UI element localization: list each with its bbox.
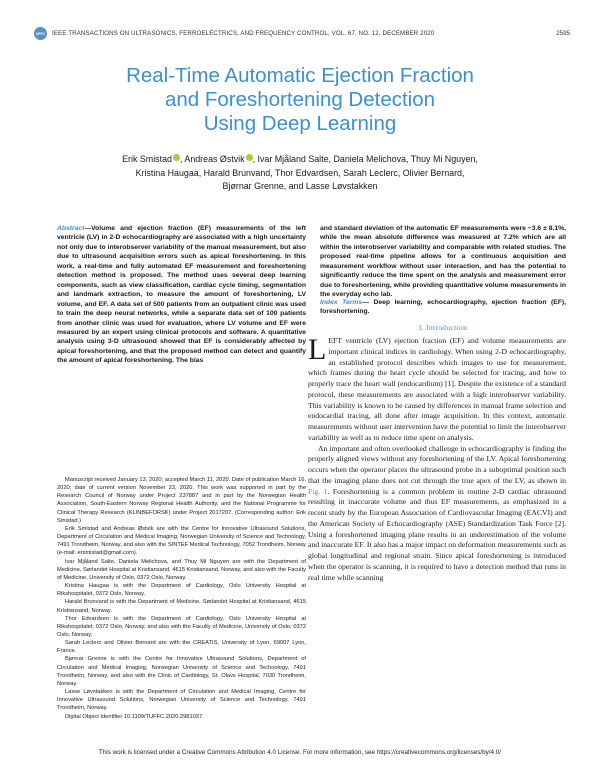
footnote: Sarah Leclerc and Olivier Bernard are with the CREATIS, University of Lyon, 69007 Lyon, France. [57, 640, 306, 655]
footnote: Manuscript received January 13, 2020; accepted March 11, 2020. Date of publication March 16, 2020; date of current version November 23, 2020. This work was supported in part by the Research Council of Norway under Project 237887 and in part by the Norwegian Health Association, South-Eastern Norway Regional Health Authority, and the National Programme for Clinical Therapy Research (KLINBEFORSK) under Project 2017207. (Corresponding author: Erik Smistad.) [57, 477, 306, 524]
abstract [57, 224, 306, 366]
journal-name: IEEE TRANSACTIONS ON ULTRASONICS, FERROELECTRICS, AND FREQUENCY CONTROL, VOL. 67, NO. 12, DECEMBER 2020 [52, 30, 435, 37]
title-line: Real-Time Automatic Ejection Fraction [126, 64, 474, 87]
paragraph: An important and often overlooked challenge in echocardiography is finding the properly aligned views without any foreshortening of the LV. Apical foreshortening occurs when the operator places the ultrasound probe in a suboptimal position such that the imaging plane does not cut through the true apex of the LV, as shown in Fig. 1. Foreshortening is a common problem in routine 2-D cardiac ultrasound resulting in inaccurate volume and thus EF measurements, as emphasized in a recent study by the European Association of Cardiovascular Imaging (EACVI) and the American Society of Echocardiography (ASE) Standardization Task Force [2]. Using a foreshortened imaging plane results in an underestimation of the volume and inaccurate EF. It also has a major impact on deformation measurements such as global longitudinal and regional strain. Since apical foreshortening is introduced when the operator is scanning, it is required to have a detection method that runs in real time while scanning [308, 443, 566, 582]
footnote: Bjørnar Grenne is with the Centre for Innovative Ultrasound Solutions, Department of Circulation and Medical Imaging, Norwegian University of Science and Technology, 7491 Trondheim, Norway, and also with the Clinic of Cardiology, St. Olavs Hospital, 7030 Trondheim, Norway. [57, 656, 306, 687]
paragraph: LEFT ventricle (LV) ejection fraction (EF) and volume measurements are important clinical indices in cardiology. When using 2-D echocardiography, an established protocol describes which images to use for measurement, which frames during the heart cycle should be selected for tracing, and how to properly trace the heart wall (endocardium) [1]. Despite the existence of a standard protocol, these measurements are associated with a high interobserver variability. This variability is known to be caused by differences in manual frame selection and endocardial tracing, all done after image acquisition. In this context, automatic measurements without user intervention have the potential to limit the interobserver variability as well as to reduce time spent on analysis. [308, 333, 566, 442]
footnotes [57, 476, 306, 721]
orcid-icon[interactable] [246, 154, 253, 161]
author-line: Bjørnar Grenne, and Lasse Løvstakken [222, 181, 378, 192]
drop-cap: L [308, 333, 327, 366]
page-number: 2595 [556, 30, 570, 37]
footnote: Kristina Haugaa is with the Department of Cardiology, Oslo University Hospital at Rikshospitalet, 0372 Oslo, Norway. [57, 583, 306, 598]
running-header [34, 27, 570, 41]
author-line: Kristina Haugaa, Harald Brunvand, Thor Edvardsen, Sarah Leclerc, Olivier Bernard, [135, 167, 465, 178]
index-terms-text: — Deep learning, echocardiography, ejection fraction (EF), foreshortening. [320, 299, 566, 316]
footnote: Digital Object Identifier 10.1109/TUFFC.2020.2981037 [65, 713, 203, 720]
journal-logo: UFFC [34, 27, 47, 40]
footnote: Thor Edvardsen is with the Department of Cardiology, Oslo University Hospital at Rikshospitalet, 0372 Oslo, Norway, and also with the Faculty of Medicine, University of Oslo, 0372 Oslo, Norway. [57, 615, 306, 638]
abstract-text: —Volume and ejection fraction (EF) measurements of the left ventricle (LV) in 2-D echocardiography are associated with a high uncertainty not only due to interobserver variability of the manual measurement, but also due to ultrasound acquisition errors such as apical foreshortening. In this work, a real-time and fully automated EF measurement and foreshortening detection method is proposed. The method uses several deep learning components, such as view classification, cardiac cycle timing, segmentation and landmark extraction, to measure the amount of foreshortening, LV volume, and EF. A data set of 500 patients from an outpatient clinic was used to train the deep neural networks, while a separate data set of 100 patients from another clinic was used for evaluation, where LV volume and EF were measured by an expert using clinical protocols and software. A quantitative analysis using 3-D ultrasound showed that EF is considerably affected by apical foreshortening, and that the proposed method can detect and quantify the amount of apical foreshortening. The bias [57, 225, 306, 365]
abstract-continued: and standard deviation of the automatic EF measurements were −3.6 ± 8.1%, while the mean absolute difference was measured at 7.2% which are all within the interobserver variability and comparable with related studies. The proposed real-time pipeline allows for a continuous acquisition and measurement workflow without user interaction, and has the potential to significantly reduce the time spent on the analysis and measurement error due to foreshortening, while providing quantitative volume measurements in the everyday echo lab. [320, 225, 566, 299]
title-line: Using Deep Learning [203, 112, 397, 135]
footnote: Ivar Mjåland Salte, Daniela Melichova, and Thuy Mi Nguyen are with the Department of Medicine, Sørlandet Hospital at Kristiansand, 4615 Kristiansand, Norway, and also with the Faculty of Medicine, University of Oslo, 0372 Oslo, Norway. [57, 558, 306, 581]
author-list [60, 153, 540, 194]
footnote: Harald Brunvand is with the Department of Medicine, Sørlandet Hospital at Kristiansand, 4615 Kristiansand, Norway. [57, 599, 306, 614]
title-line: and Foreshortening Detection [164, 88, 436, 111]
section-heading: I. Introduction [418, 323, 468, 332]
footnote: Lasse Løvstakken is with the Department of Circulation and Medical Imaging, Centre for Innovative Ultrasound Solutions, Norwegian University of Science and Technology, 7491 Trondheim, Norway. [57, 689, 306, 712]
orcid-icon[interactable] [173, 154, 180, 161]
index-terms [320, 298, 566, 317]
figure-link[interactable]: Fig. 1 [308, 486, 328, 496]
index-terms-label: Index Terms [320, 299, 363, 306]
author-line: Erik Smistad , Andreas Østvik , Ivar Mjåland Salte, Daniela Melichova, Thuy Mi Nguyen, [122, 154, 478, 164]
license-footer: This work is licensed under a Creative Commons Attribution 4.0 License. For more information, see https://creativecommons.org/licenses/by/4.0/ [98, 749, 502, 756]
paper-title [60, 64, 540, 136]
introduction-body [308, 333, 566, 583]
footnote: Erik Smistad and Andreas Østvik are with the Centre for Innovative Ultrasound Solutions, Department of Circulation and Medical Imaging, Norwegian University of Science and Technology, 7491 Trondheim, Norway, and also with the SINTEF Medical Technology, 7052 Trondheim, Norway (e-mail: ersmistad@gmail.com). [57, 525, 306, 557]
abstract-label: Abstract [57, 225, 85, 232]
